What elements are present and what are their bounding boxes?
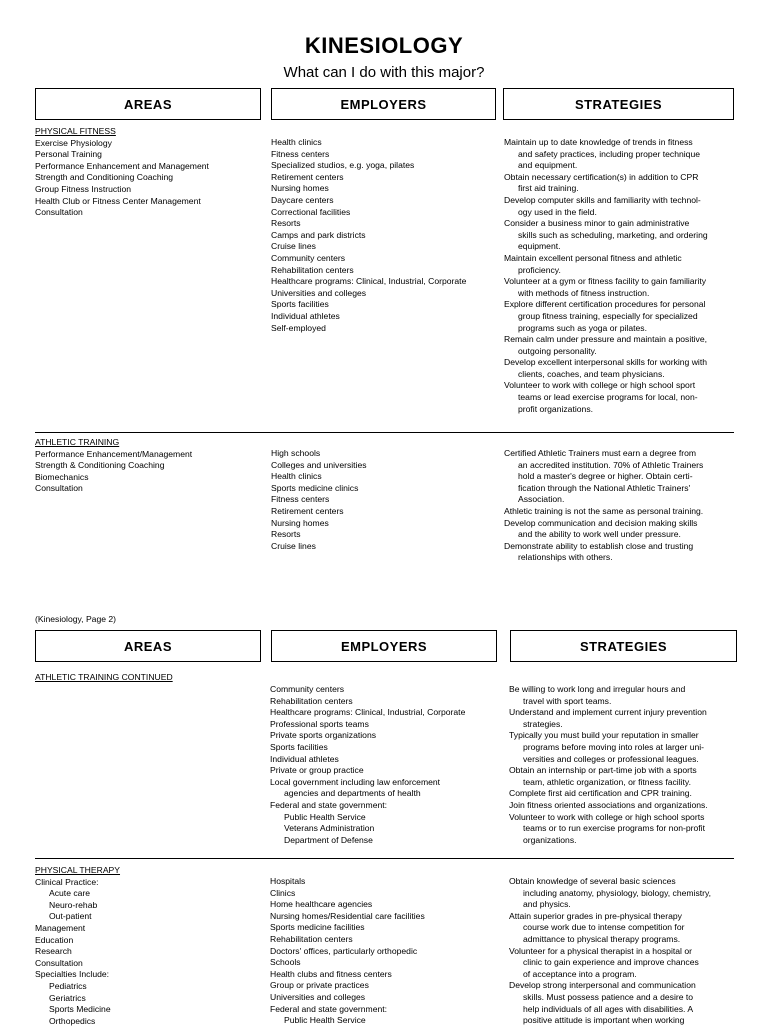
strategy-line: Obtain knowledge of several basic sciences [509,876,676,886]
strategy-line: programs such as yoga or pilates. [518,322,647,333]
strategy-item [509,707,741,730]
strategy-line: fication through the National Athletic Trainers' [518,482,691,493]
strategy-line: programs before moving into roles at larger uni- [523,741,705,752]
employer-item: Sports facilities [271,299,329,310]
strategy-line: including anatomy, physiology, biology, chemistry, [523,887,712,898]
strategy-item [504,541,736,564]
strategy-item [504,334,736,357]
strategy-line: help individuals of all ages with disabilities. A [523,1003,694,1014]
strategy-item [504,253,736,276]
employer-item: Healthcare programs: Clinical, Industrial, Corporate [271,276,467,287]
strategy-line: skills. Must possess patience and a desire to [523,991,694,1002]
strategy-line: skills such as scheduling, marketing, and ordering [518,229,708,240]
strategy-line: Obtain necessary certification(s) in addition to CPR [504,171,699,182]
strategy-line: travel with sport teams. [523,695,612,706]
strategy-line: Typically you must build your reputation in smaller [509,730,699,741]
employer-item: Nursing homes/Residential care facilities [270,910,425,921]
employers-column [271,448,496,552]
strategy-line: Obtain an internship or part-time job with a sports [509,765,697,776]
strategies-column [509,684,741,846]
strategy-line: Volunteer for a physical therapist in a hospital or [509,945,692,956]
area-item: Consultation [35,207,83,218]
strategy-line: Consider a business minor to gain administrative [504,218,690,229]
employer-item: Schools [270,957,301,968]
employer-item: agencies and departments of health [284,788,421,799]
strategies-column [509,876,741,1027]
employer-item: Health clinics [271,471,322,482]
strategy-line: strategies. [523,718,563,729]
area-item: Research [35,946,72,957]
strategy-line: clinic to gain experience and improve chances [523,957,699,968]
area-item: Clinical Practice: [35,876,99,887]
area-item: Strength and Conditioning Coaching [35,172,174,183]
strategies-column [504,137,736,415]
strategy-line: Attain superior grades in pre-physical therapy [509,910,682,921]
employer-item: High schools [271,448,321,458]
employer-item: Nursing homes [271,183,329,194]
strategy-item [504,380,736,415]
strategy-item [504,506,736,518]
strategy-line: Remain calm under pressure and maintain a positive, [504,334,708,345]
employer-item: Retirement centers [271,505,344,516]
strategy-item [504,276,736,299]
employer-item: Universities and colleges [270,991,366,1002]
employer-item: Universities and colleges [271,287,367,298]
employer-item: Nursing homes [271,517,329,528]
employer-item: Daycare centers [271,194,334,205]
strategy-line: Join fitness oriented associations and organizations. [509,799,708,810]
strategy-line: admittance to physical therapy programs. [523,933,681,944]
strategy-line: group fitness training, especially for specialized [518,310,698,321]
strategy-line: outgoing personality. [518,345,597,356]
areas-column [35,126,260,219]
strategy-line: Develop computer skills and familiarity with technol- [504,194,701,205]
strategy-line: ogy used in the field. [518,206,597,217]
employer-item: Rehabilitation centers [270,933,353,944]
strategy-item [509,788,741,800]
document-subtitle: What can I do with this major? [283,64,485,81]
strategy-line: Explore different certification procedures for personal [504,299,706,310]
strategy-line: Certified Athletic Trainers must earn a degree from [504,448,697,458]
employer-item: Rehabilitation centers [270,695,353,706]
strategy-line: Volunteer at a gym or fitness facility to gain familiarity [504,276,707,287]
strategy-line: and the ability to work well under pressure. [518,529,681,540]
employer-item: Sports facilities [270,741,328,752]
area-item: Performance Enhancement/Management [35,448,193,459]
strategies-header-page2: STRATEGIES [510,630,737,662]
strategy-line: and equipment. [518,160,578,171]
strategy-item [509,765,741,788]
employer-item: Group or private practices [270,980,369,991]
employer-item: Colleges and universities [271,459,367,470]
area-item: Orthopedics [49,1015,96,1026]
employer-item: Specialized studios, e.g. yoga, pilates [271,160,415,171]
strategy-item [509,800,741,812]
area-item: Education [35,934,74,945]
strategy-line: equipment. [518,241,561,252]
strategy-line: Develop excellent interpersonal skills for working with [504,357,707,368]
category-title: PHYSICAL FITNESS [35,126,116,136]
strategy-item [504,448,736,506]
strategy-item [509,730,741,765]
employer-item: Home healthcare agencies [270,899,373,910]
strategy-line: Develop strong interpersonal and communication [509,980,696,991]
areas-header: AREAS [35,88,261,120]
area-item: Management [35,922,86,933]
strategy-item [509,812,741,847]
area-item: Performance Enhancement and Management [35,160,209,171]
area-item: Out-patient [49,911,92,922]
strategy-line: profit organizations. [518,403,593,414]
strategy-line: organizations. [523,834,577,845]
area-item: Sports Medicine [49,1004,111,1015]
strategy-line: Develop communication and decision making skills [504,517,698,528]
employer-item: Camps and park districts [271,229,366,240]
strategy-line: with methods of fitness instruction. [518,287,650,298]
strategy-line: Understand and implement current injury prevention [509,707,707,718]
strategy-line: Association. [518,494,565,505]
strategy-item [509,946,741,981]
employer-item: Sports medicine facilities [270,922,365,933]
strategy-line: Complete first aid certification and CPR training. [509,788,692,799]
employer-item: Individual athletes [270,753,339,764]
strategy-item [509,876,741,911]
areas-column [35,437,260,495]
category-title: PHYSICAL THERAPY [35,865,121,875]
area-item: Strength & Conditioning Coaching [35,460,165,471]
employer-item: Department of Defense [284,834,373,845]
employers-column [270,684,502,846]
strategy-line: positive attitude is important when working [523,1015,685,1026]
strategy-item [509,980,741,1026]
employer-item: Health clubs and fitness centers [270,968,392,979]
strategy-line: and physics. [523,899,571,910]
area-item: Group Fitness Instruction [35,183,132,194]
employer-item: Rehabilitation centers [271,264,354,275]
employer-item: Correctional facilities [271,206,351,217]
strategy-line: versities and colleges or professional leagues. [523,753,699,764]
employer-item: Clinics [270,887,296,898]
strategy-line: teams or to run exercise programs for non-profit [523,823,705,834]
employer-item: Retirement centers [271,171,344,182]
strategies-header: STRATEGIES [503,88,734,120]
employer-item: Cruise lines [271,241,316,252]
employers-header: EMPLOYERS [271,88,496,120]
employer-item: Self-employed [271,322,326,333]
area-item: Geriatrics [49,992,86,1003]
strategies-column [504,448,736,564]
employer-item: Private or group practice [270,765,364,776]
area-item: Pediatrics [49,980,87,991]
strategy-line: clients, coaches, and team physicians. [518,368,665,379]
areas-column [35,865,260,1027]
area-item: Consultation [35,957,83,968]
employers-column [271,137,496,334]
employer-item: Veterans Administration [284,823,375,834]
strategy-item [504,357,736,380]
strategy-line: team, athletic organization, or fitness facility. [523,776,691,787]
strategy-item [509,684,741,707]
area-item: Specialties Include: [35,969,110,980]
strategy-line: hold a master's degree or higher. Obtain certi- [518,471,693,482]
strategy-line: Volunteer to work with college or high school sports [509,811,705,822]
section-divider [35,432,734,433]
area-item: Biomechanics [35,471,89,482]
areas-column [35,672,260,684]
employer-item: Individual athletes [271,310,340,321]
employer-item: Resorts [271,529,301,540]
area-item: Acute care [49,888,91,899]
strategy-item [504,218,736,253]
strategy-line: first aid training. [518,183,579,194]
employers-header-page2: EMPLOYERS [271,630,497,662]
strategy-line: Athletic training is not the same as personal training. [504,505,704,516]
strategy-line: Maintain up to date knowledge of trends in fitness [504,137,693,147]
area-item: Consultation [35,483,83,494]
page-note: (Kinesiology, Page 2) [35,614,117,624]
employer-item: Hospitals [270,876,306,886]
employers-column [270,876,502,1027]
strategy-item [504,518,736,541]
employer-item: Public Health Service [284,811,366,822]
strategy-line: of acceptance into a program. [523,968,637,979]
strategy-line: Be willing to work long and irregular hours and [509,684,686,694]
employer-item: Professional sports teams [270,718,369,729]
employer-item: Sports medicine clinics [271,482,359,493]
section-divider [35,858,734,859]
strategy-item [509,911,741,946]
strategy-item [504,299,736,334]
area-item: Neuro-rehab [49,899,98,910]
employer-item: Fitness centers [271,148,330,159]
strategy-line: proficiency. [518,264,561,275]
strategy-item [504,172,736,195]
employer-item: Community centers [270,684,345,694]
category-title: ATHLETIC TRAINING CONTINUED [35,672,173,682]
area-item: Exercise Physiology [35,137,112,148]
strategy-line: course work due to intense competition for [523,922,685,933]
employer-item: Local government including law enforcement [270,776,441,787]
strategy-line: Volunteer to work with college or high school sport [504,380,696,391]
employer-item: Health clinics [271,137,322,147]
strategy-item [504,137,736,172]
strategy-line: teams or lead exercise programs for local, non- [518,392,698,403]
employer-item: Resorts [271,218,301,229]
employer-item: Private sports organizations [270,730,377,741]
employer-item: Cruise lines [271,540,316,551]
strategy-line: Demonstrate ability to establish close and trusting [504,540,694,551]
employer-item: Federal and state government: [270,1003,388,1014]
strategy-line: Maintain excellent personal fitness and athletic [504,252,682,263]
document-title: KINESIOLOGY [304,33,464,58]
employer-item: Federal and state government: [270,799,388,810]
areas-header-page2: AREAS [35,630,261,662]
employer-item: Healthcare programs: Clinical, Industrial, Corporate [270,707,466,718]
area-item: Personal Training [35,149,102,160]
strategy-line: an accredited institution. 70% of Athletic Trainers [518,459,704,470]
category-title: ATHLETIC TRAINING [35,437,120,447]
strategy-item [504,195,736,218]
employer-item: Community centers [271,252,346,263]
strategy-line: relationships with others. [518,552,613,563]
employer-item: Public Health Service [284,1015,366,1026]
employer-item: Doctors' offices, particularly orthopedic [270,945,418,956]
strategy-line: and safety practices, including proper technique [518,148,701,159]
area-item: Health Club or Fitness Center Management [35,195,201,206]
employer-item: Fitness centers [271,494,330,505]
